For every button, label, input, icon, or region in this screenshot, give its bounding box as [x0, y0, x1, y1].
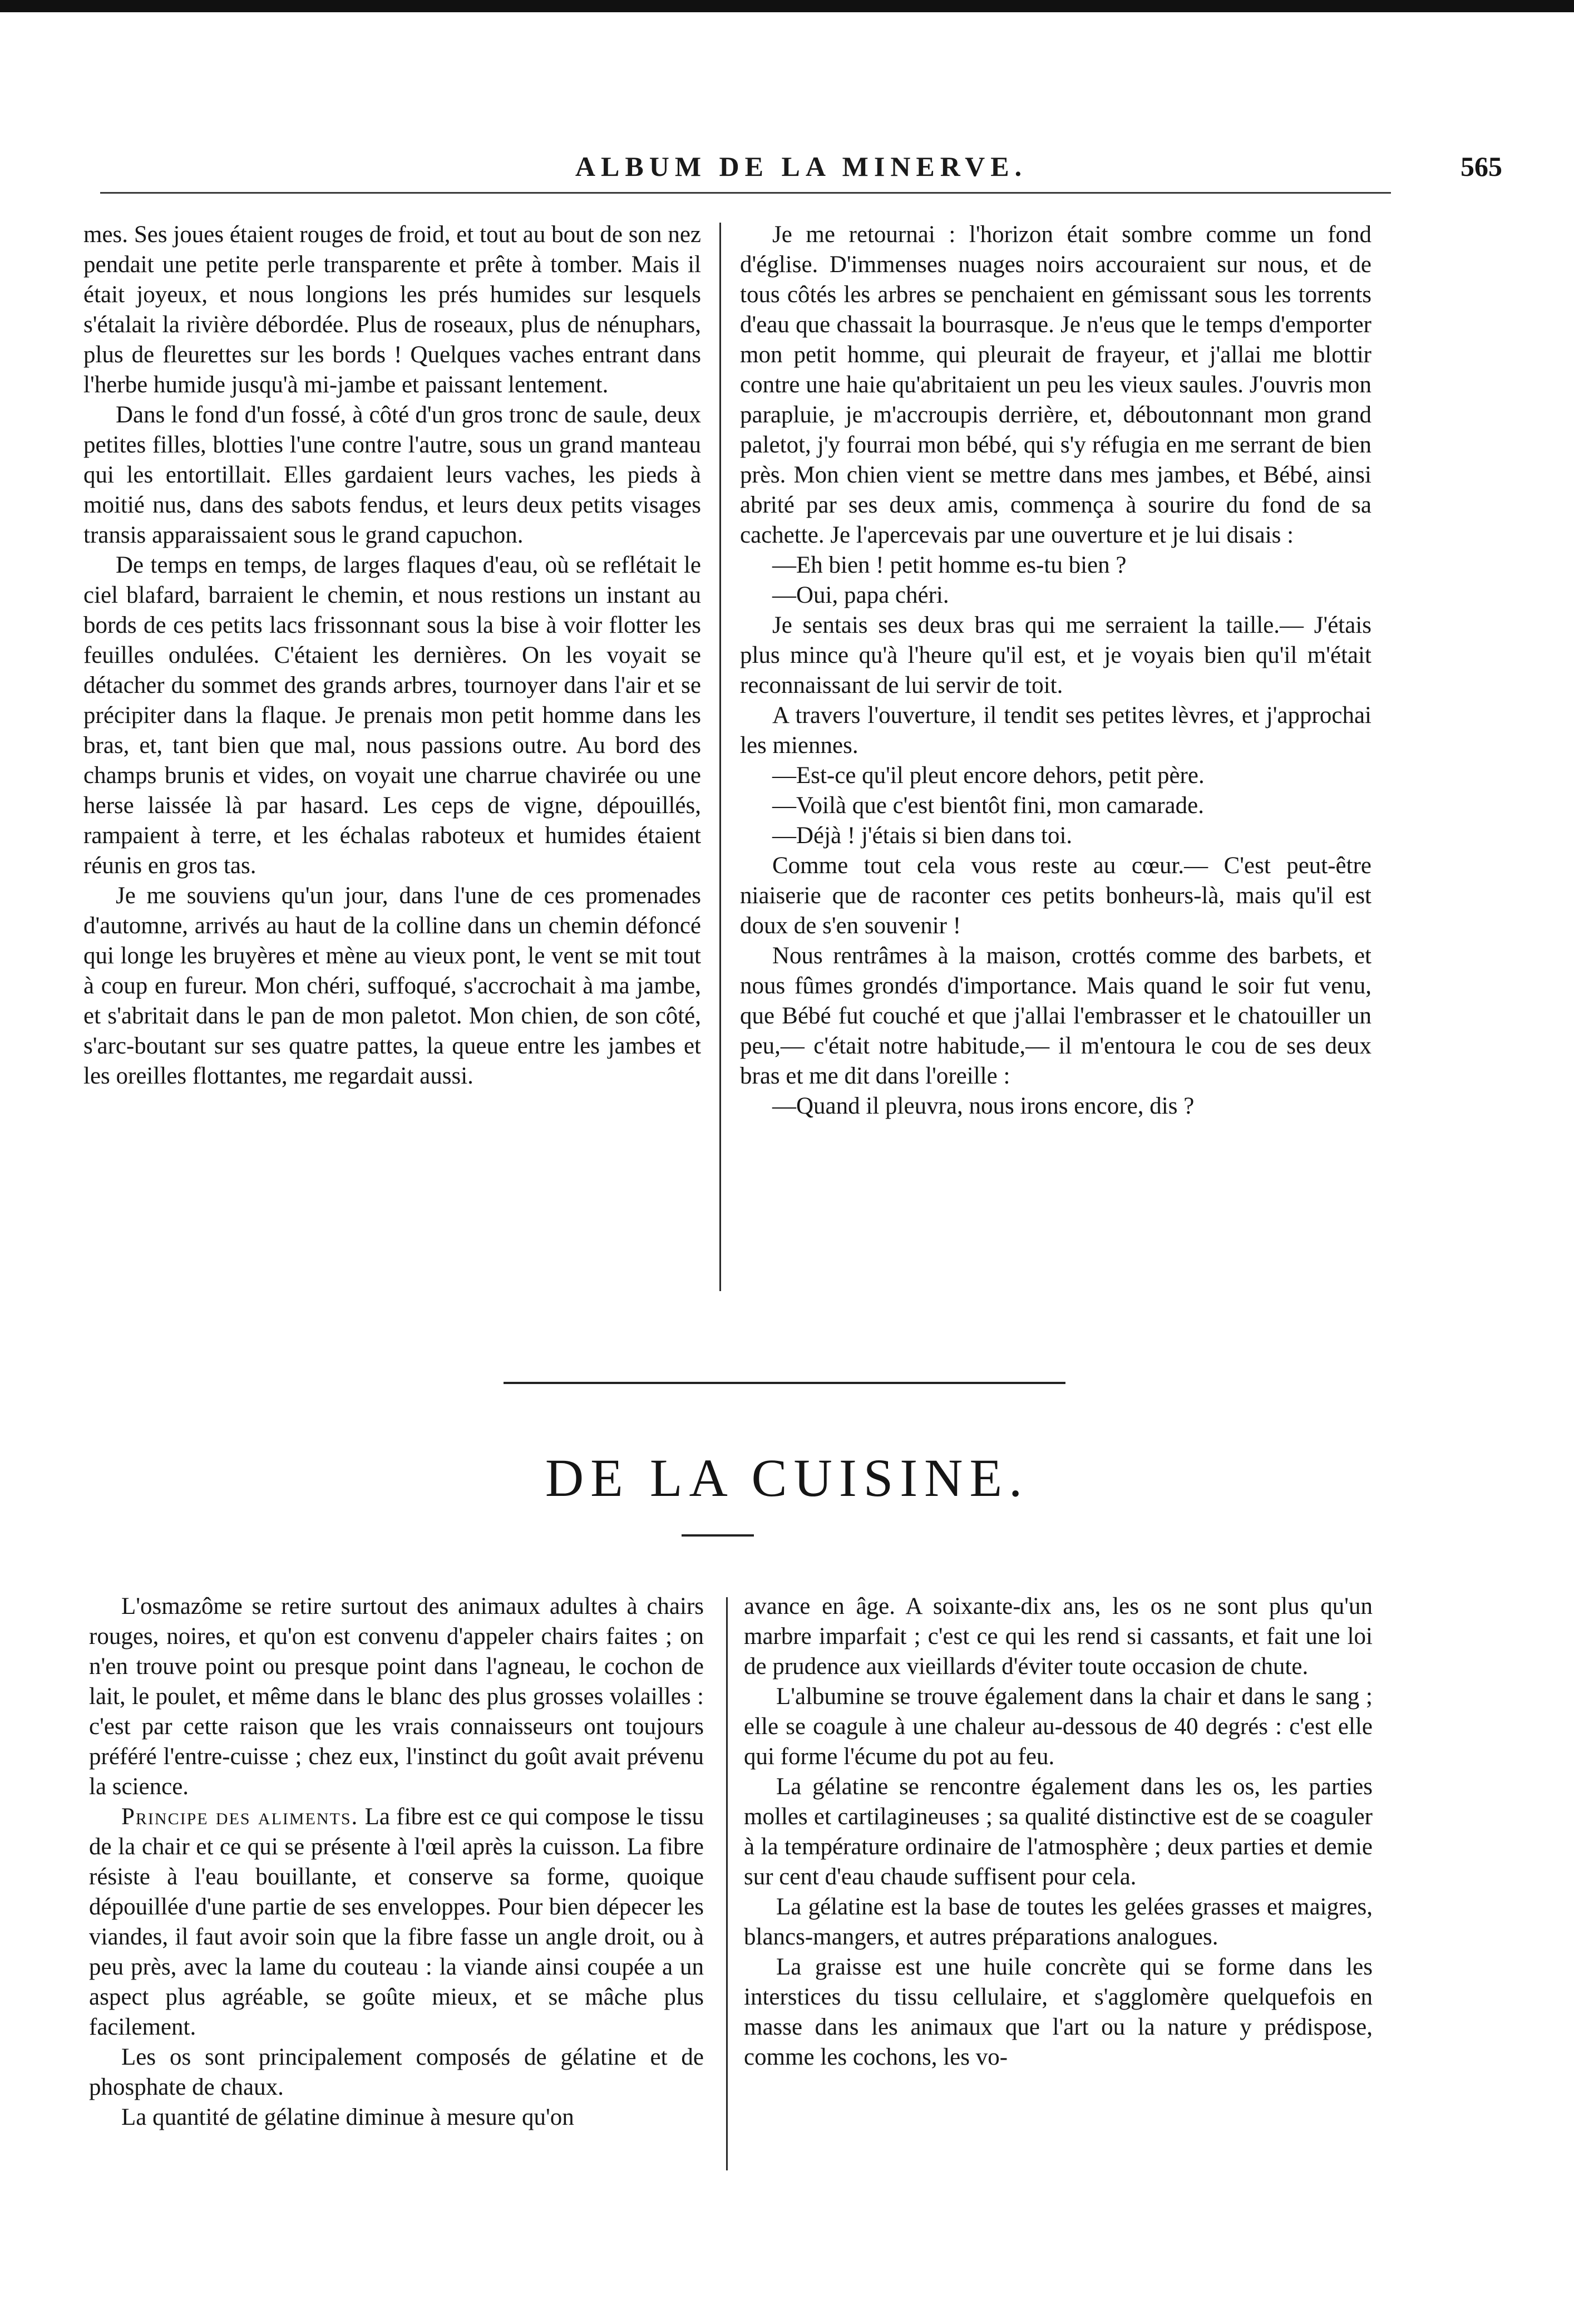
article-column-rule — [726, 1597, 728, 2170]
story-paragraph: Comme tout cela vous reste au cœur.— C'est peut-être niaiserie que de raconter ces petits bonheurs-là, mais qu'il est doux de s'en souvenir ! — [740, 853, 1371, 939]
section-separator-rule — [504, 1382, 1065, 1384]
story-paragraph: Je me souviens qu'un jour, dans l'une de ces promenades d'automne, arrivés au haut de la colline dans un chemin défoncé qui longe les bruyères et mène au vieux pont, le vent se mit tout à coup en fureur. Mon chéri, suffoqué, s'accrochait à ma jambe, et s'abritait dans le pan de mon paletot. Mon chien, de son côté, s'arc-boutant sur ses quatre pattes, la queue entre les jambes et les oreilles flottantes, me regardait aussi. — [83, 883, 701, 1089]
article-paragraph: La graisse est une huile concrète qui se forme dans les interstices du tissu cellulaire, et s'agglomère quelquefois en masse dans les animaux que l'art ou la nature y prédispose, comme les cochons, les vo- — [744, 1954, 1373, 2070]
story-right-column — [740, 220, 1371, 1121]
running-header — [89, 150, 1513, 195]
story-paragraph: mes. Ses joues étaient rouges de froid, et tout au bout de son nez pendait une petite perle transparente et prête à tomber. Mais il était joyeux, et nous longions les prés humides sur lesquels s'étalait la rivière débordée. Plus de roseaux, plus de nénuphars, plus de fleurettes sur les bords ! Quelques vaches entrant dans l'herbe humide jusqu'à mi-jambe et paissant lentement. — [83, 221, 701, 398]
story-paragraph: Nous rentrâmes à la maison, crottés comme des barbets, et nous fûmes grondés d'importance. Mais quand le soir fut venu, que Bébé fut couché et que j'allai l'embrasser et le chatouiller un peu,— c'était notre habitude,— il m'entoura le cou de ses deux bras et me dit dans l'oreille : — [740, 943, 1371, 1089]
dialogue-line: —Eh bien ! petit homme es-tu bien ? — [772, 552, 1127, 578]
principe-text: La fibre est ce qui compose le tissu de la chair et ce qui se présente à l'œil après la cuisson. La fibre résiste à l'eau bouillante, et conserve sa forme, quoique dépouillée d'une partie de ses enveloppes. Pour bien dépecer les viandes, il faut avoir soin que la fibre fasse un angle droit, ou à peu près, avec la lame du couteau : la viande ainsi coupée a un aspect plus agréable, se goûte mieux, et se mâche plus facilement. — [89, 1804, 704, 2040]
article-paragraph: Les os sont principalement composés de gélatine et de phosphate de chaux. — [89, 2044, 704, 2100]
story-paragraph: De temps en temps, de larges flaques d'eau, où se reflétait le ciel blafard, barraient le chemin, et nous restions un instant au bords de ces petits lacs frissonnant sous la bise à voir flotter les feuilles ondulées. C'étaient les dernières. On les voyait se détacher du sommet des grands arbres, tournoyer dans l'air et se précipiter dans la flaque. Je prenais mon petit homme dans les bras, et, tant bien que mal, nous passions outre. Au bord des champs brunis et vides, on voyait une charrue chavirée ou une herse laissée là par hasard. Les ceps de vigne, dépouillés, rampaient à terre, et les échalas raboteux et humides étaient réunis en gros tas. — [83, 552, 701, 879]
header-rule — [100, 192, 1391, 194]
story-paragraph: Je sentais ses deux bras qui me serraient la taille.— J'étais plus mince qu'à l'heure qu'il est, et je voyais bien qu'il m'était reconnaissant de lui servir de toit. — [740, 612, 1371, 698]
title-underline-rule — [682, 1534, 754, 1537]
article-left-column — [89, 1592, 704, 2133]
dialogue-line: —Est-ce qu'il pleut encore dehors, petit père. — [772, 762, 1205, 789]
dialogue-line: —Oui, papa chéri. — [772, 582, 949, 608]
running-title: ALBUM DE LA MINERVE. — [575, 151, 1028, 182]
article-right-column — [744, 1592, 1373, 2072]
story-paragraph: A travers l'ouverture, il tendit ses petites lèvres, et j'approchai les miennes. — [740, 702, 1371, 759]
dialogue-line: —Déjà ! j'étais si bien dans toi. — [772, 823, 1073, 849]
article-paragraph: La quantité de gélatine diminue à mesure qu'on — [121, 2104, 574, 2130]
article-paragraph: La gélatine est la base de toutes les gelées grasses et maigres, blancs-mangers, et autres préparations analogues. — [744, 1894, 1373, 1950]
principe-label: Principe des aliments. — [121, 1804, 359, 1830]
article-paragraph — [89, 1802, 704, 2042]
story-column-rule — [719, 223, 721, 1291]
article-paragraph: L'albumine se trouve également dans la chair et dans le sang ; elle se coagule à une chaleur au-dessous de 40 degrés : c'est elle qui forme l'écume du pot au feu. — [744, 1683, 1373, 1770]
dialogue-line: —Voilà que c'est bientôt fini, mon camarade. — [772, 792, 1204, 819]
page-number: 565 — [1460, 151, 1502, 182]
page-top-border — [0, 0, 1574, 12]
article-paragraph: avance en âge. A soixante-dix ans, les os ne sont plus qu'un marbre imparfait ; c'est ce qui les rend si cassants, et fait une loi de prudence aux vieillards d'éviter toute occasion de chute. — [744, 1593, 1373, 1680]
story-paragraph: Je me retournai : l'horizon était sombre comme un fond d'église. D'immenses nuages noirs accouraient sur nous, et de tous côtés les arbres se penchaient en gémissant sous les torrents d'eau que chassait la bourrasque. Je n'eus que le temps d'emporter mon petit homme, qui pleurait de frayeur, et j'allai me blottir contre une haie qu'abritaient un peu les vieux saules. J'ouvris mon parapluie, je m'accroupis derrière, et, déboutonnant mon grand paletot, j'y fourrai mon bébé, qui s'y réfugia en me serrant de bien près. Mon chien vient se mettre dans mes jambes, et Bébé, ainsi abrité par ses deux amis, commença à sourire du fond de sa cachette. Je l'apercevais par une ouverture et je lui disais : — [740, 221, 1371, 548]
article-paragraph: L'osmazôme se retire surtout des animaux adultes à chairs rouges, noires, et qu'on est convenu d'appeler chairs faites ; on n'en trouve point ou presque point dans l'agneau, le cochon de lait, le poulet, et même dans le blanc des plus grosses volailles : c'est par cette raison que les vrais connaisseurs ont toujours préféré l'entre-cuisse ; chez eux, l'instinct du goût avait prévenu la science. — [89, 1593, 704, 1800]
dialogue-line: —Quand il pleuvra, nous irons encore, dis ? — [772, 1093, 1195, 1119]
article-paragraph: La gélatine se rencontre également dans les os, les parties molles et cartilagineuses ; sa qualité distinctive est de se coaguler à la température ordinaire de l'atmosphère ; deux parties et demie sur cent d'eau chaude suffisent pour cela. — [744, 1774, 1373, 1890]
section-title: DE LA CUISINE. — [545, 1448, 1029, 1508]
story-paragraph: Dans le fond d'un fossé, à côté d'un gros tronc de saule, deux petites filles, blotties l'une contre l'autre, sous un grand manteau qui les entortillait. Elles gardaient leurs vaches, les pieds à moitié nus, dans des sabots fendus, et leurs deux petits visages transis apparaissaient sous le grand capuchon. — [83, 402, 701, 548]
story-left-column — [83, 220, 701, 1091]
